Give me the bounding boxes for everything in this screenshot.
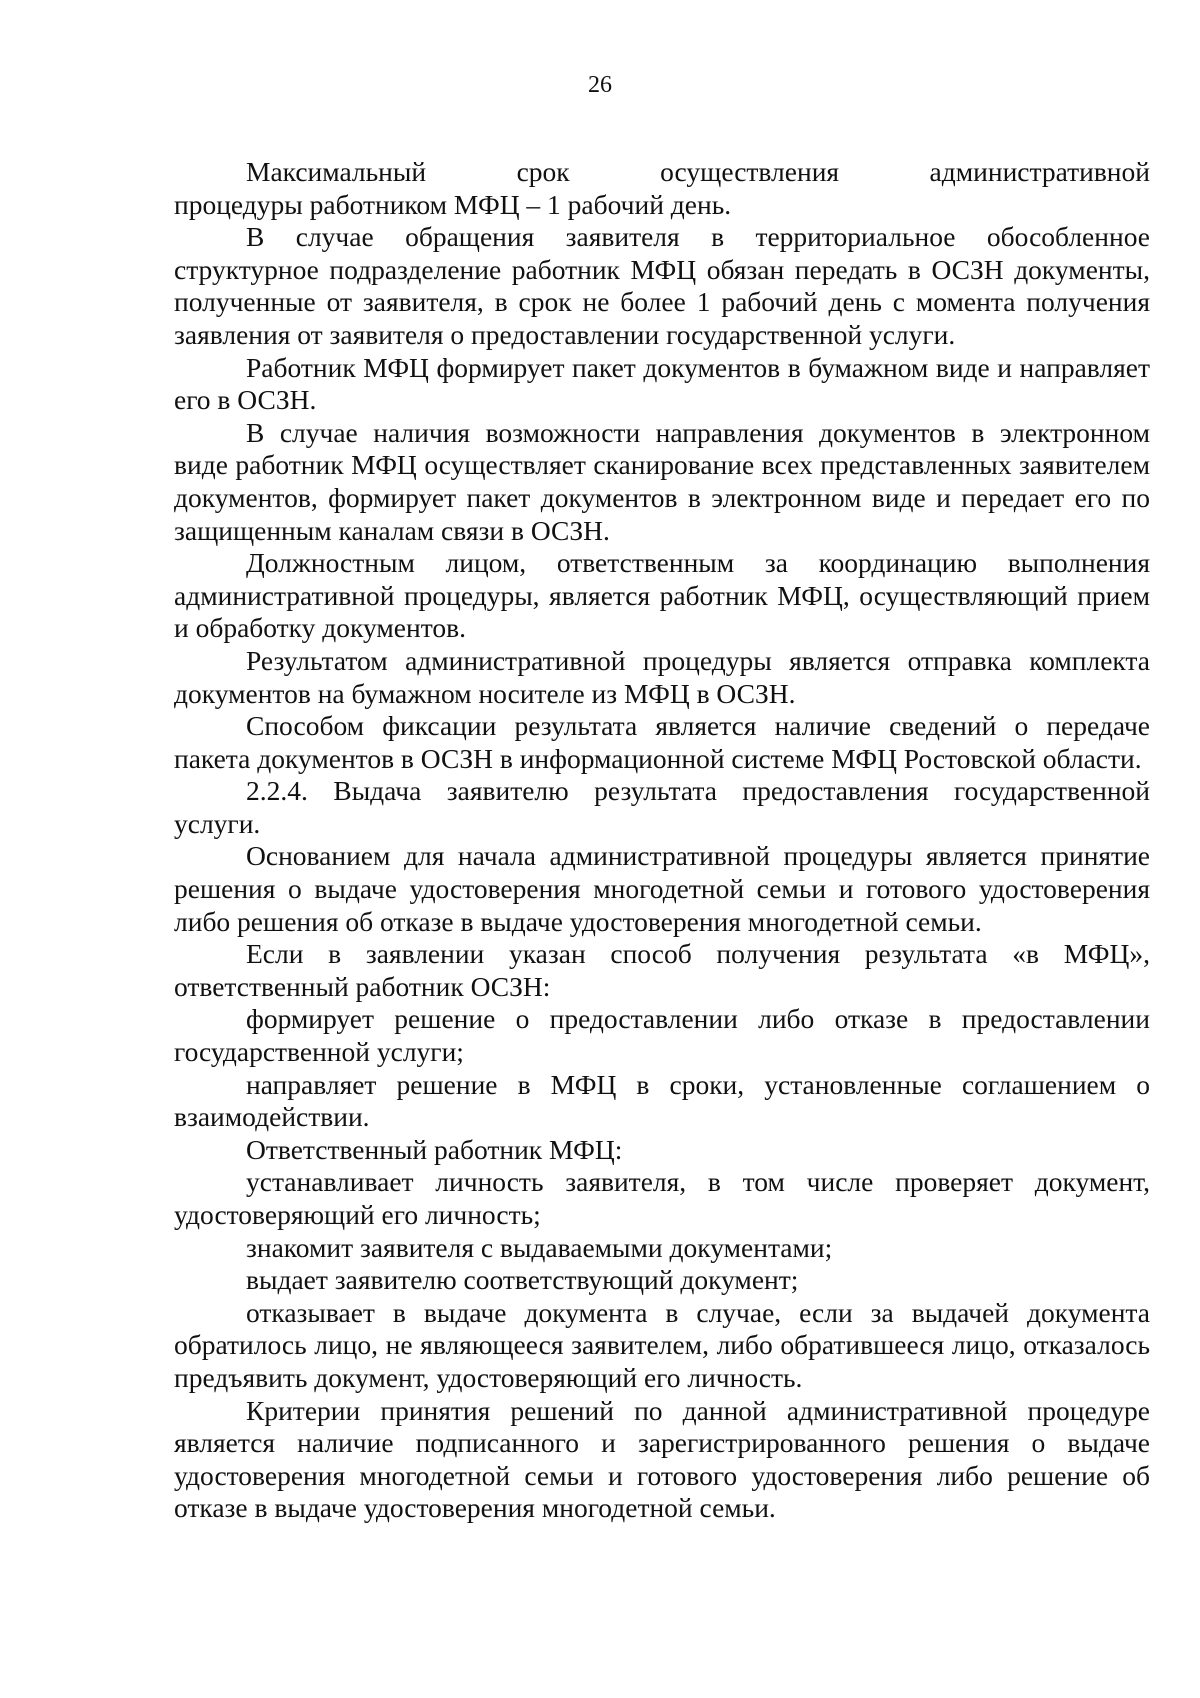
list-item: выдает заявителю соответствующий документ;: [246, 1264, 799, 1296]
word: Максимальный: [246, 156, 427, 187]
paragraph-1-line-1: [174, 156, 1150, 189]
paragraph: Если в заявлении указан способ получения результата «в МФЦ», ответственный работник ОСЗН:: [174, 938, 1150, 1002]
list-item: направляет решение в МФЦ в сроки, установленные соглашением о взаимодействии.: [174, 1068, 1150, 1133]
list-item: знакомит заявителя с выдаваемыми документами;: [246, 1231, 833, 1263]
document-body: [174, 156, 1150, 1525]
paragraph: Работник МФЦ формирует пакет документов в бумажном виде и направляет его в ОСЗН.: [174, 351, 1150, 416]
section-heading-2-2-4: 2.2.4. Выдача заявителю результата предоставления государственной услуги.: [174, 775, 1150, 839]
paragraph: Критерии принятия решений по данной административной процедуре является наличие подписанного и зарегистрированного решения о выдаче удостоверения многодетной семьи и готового удостоверения либо решение об отказе в выдаче удостоверения многодетной семьи.: [174, 1394, 1150, 1524]
list-item: отказывает в выдаче документа в случае, если за выдачей документа обратилось лицо, не являющееся заявителем, либо обратившееся лицо, отказалось предъявить документ, удостоверяющий его личность.: [174, 1296, 1150, 1393]
paragraph: Результатом административной процедуры является отправка комплекта документов на бумажном носителе из МФЦ в ОСЗН.: [174, 644, 1150, 709]
list-item: формирует решение о предоставлении либо отказе в предоставлении государственной услуги;: [174, 1003, 1150, 1068]
word: срок: [516, 156, 570, 187]
list-item: устанавливает личность заявителя, в том числе проверяет документ, удостоверяющий его личность;: [174, 1166, 1150, 1230]
page-number: 26: [588, 72, 612, 98]
paragraph: Должностным лицом, ответственным за координацию выполнения административной процедуры, является работник МФЦ, осуществляющий прием и обработку документов.: [174, 547, 1150, 644]
word: административной: [929, 156, 1150, 187]
paragraph: В случае наличия возможности направления документов в электронном виде работник МФЦ осуществляет сканирование всех представленных заявителем документов, формирует пакет документов в электронном виде и передает его по защищенным каналам связи в ОСЗН.: [174, 416, 1150, 546]
paragraph: В случае обращения заявителя в территориальное обособленное структурное подразделение работник МФЦ обязан передать в ОСЗН документы, полученные от заявителя, в срок не более 1 рабочий день с момента получения заявления от заявителя о предоставлении государственной услуги.: [174, 221, 1150, 350]
word: осуществления: [660, 156, 840, 187]
paragraph: Способом фиксации результата является наличие сведений о передаче пакета документов в ОСЗН в информационной системе МФЦ Ростовской области.: [174, 710, 1150, 774]
paragraph: Основанием для начала административной процедуры является принятие решения о выдаче удостоверения многодетной семьи и готового удостоверения либо решения об отказе в выдаче удостоверения многодетной семьи.: [174, 840, 1150, 937]
paragraph-1-line-2: процедуры работником МФЦ – 1 рабочий день.: [174, 188, 732, 220]
paragraph: Ответственный работник МФЦ:: [246, 1133, 623, 1165]
